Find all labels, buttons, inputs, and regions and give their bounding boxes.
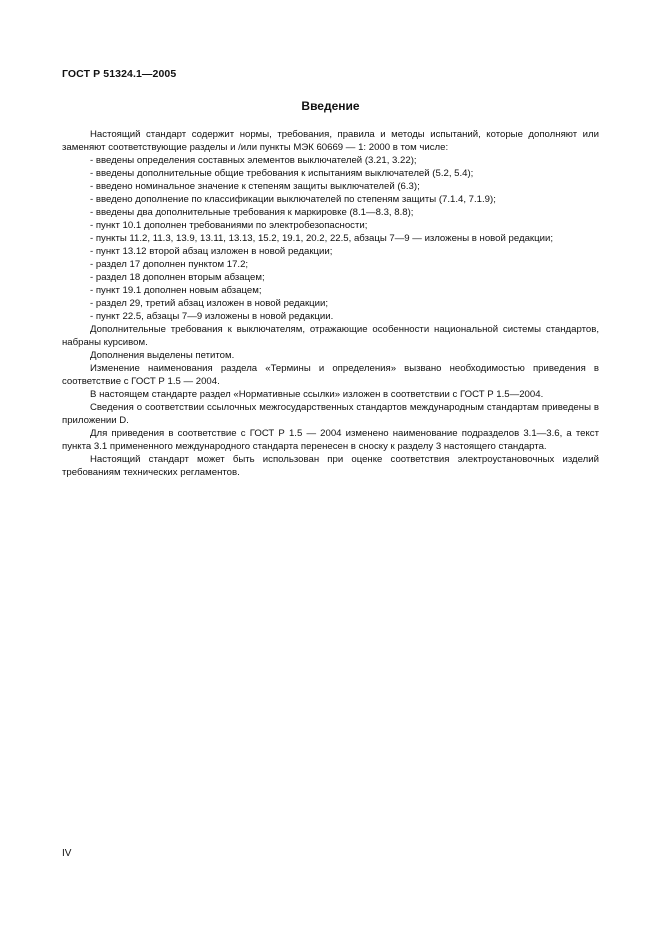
list-item: - введено номинальное значение к степеням защиты выключателей (6.3);	[90, 181, 420, 192]
list-item: - раздел 18 дополнен вторым абзацем;	[90, 272, 265, 283]
paragraph: Дополнения выделены петитом.	[90, 350, 235, 361]
paragraph: Изменение наименования раздела «Термины и определения» вызвано необходимостью приведения в соответствие с ГОСТ Р 1.5 — 2004.	[62, 363, 599, 387]
paragraph: Настоящий стандарт может быть использован при оценке соответствия электроустановочных изделий требованиям технических регламентов.	[62, 454, 599, 478]
paragraph-intro: Настоящий стандарт содержит нормы, требования, правила и методы испытаний, которые дополняют или заменяют соответствующие разделы и /или пункты МЭК 60669 — 1: 2000 в том числе:	[62, 129, 599, 153]
paragraph: Сведения о соответствии ссылочных межгосударственных стандартов международным стандартам приведены в приложении D.	[62, 402, 599, 426]
list-item: - пункт 10.1 дополнен требованиями по электробезопасности;	[90, 220, 368, 231]
list-item: - раздел 29, третий абзац изложен в новой редакции;	[90, 298, 329, 309]
section-title: Введение	[301, 99, 360, 113]
list-item: - введены два дополнительные требования к маркировке (8.1—8.3, 8.8);	[90, 207, 414, 218]
paragraph: В настоящем стандарте раздел «Нормативные ссылки» изложен в соответствии с ГОСТ Р 1.5—2004.	[90, 389, 544, 400]
document-body	[62, 128, 599, 479]
list-item: - введено дополнение по классификации выключателей по степеням защиты (7.1.4, 7.1.9);	[90, 194, 496, 205]
list-item: - пункт 22.5, абзацы 7—9 изложены в новой редакции.	[90, 311, 334, 322]
paragraph: Для приведения в соответствие с ГОСТ Р 1.5 — 2004 изменено наименование подразделов 3.1—3.6, а текст пункта 3.1 примененного международного стандарта перенесен в сноску к разделу 3 настоящего стандарта.	[62, 428, 599, 452]
list-item: - введены определения составных элементов выключателей (3.21, 3.22);	[90, 155, 417, 166]
list-item: - пункты 11.2, 11.3, 13.9, 13.11, 13.13, 15.2, 19.1, 20.2, 22.5, абзацы 7—9 — изложены в новой редакции;	[90, 233, 553, 244]
list-item: - раздел 17 дополнен пунктом 17.2;	[90, 259, 249, 270]
list-item: - пункт 19.1 дополнен новым абзацем;	[90, 285, 262, 296]
list-item: - введены дополнительные общие требования к испытаниям выключателей (5.2, 5.4);	[90, 168, 474, 179]
paragraph: Дополнительные требования к выключателям, отражающие особенности национальной системы стандартов, набраны курсивом.	[62, 324, 599, 348]
standard-code-header: ГОСТ Р 51324.1—2005	[62, 68, 177, 80]
page-number: IV	[62, 848, 72, 859]
list-item: - пункт 13.12 второй абзац изложен в новой редакции;	[90, 246, 333, 257]
